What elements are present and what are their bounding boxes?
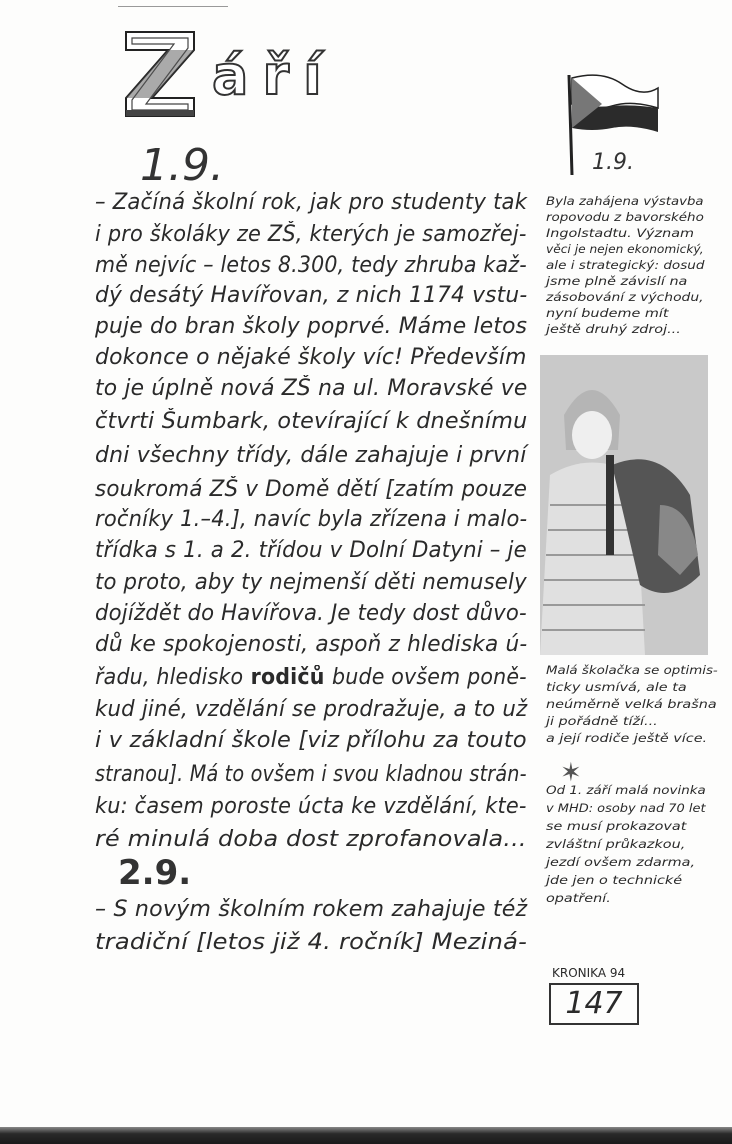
text-line: ročníky 1.–4.], navíc byla zřízena i malo- — [95, 507, 528, 532]
book-binding-edge — [0, 1127, 732, 1144]
text-line: Malá školačka se optimis- — [546, 663, 718, 677]
text-line: jsme plně závislí na — [546, 274, 688, 288]
text-line: – S novým školním rokem zahajuje též — [95, 897, 528, 922]
text-line: Od 1. září malá novinka — [546, 783, 706, 797]
text-line: ticky usmívá, ale ta — [546, 680, 687, 694]
text-line: a její rodiče ještě více. — [546, 731, 708, 745]
text-line: kud jiné, vzdělání se prodražuje, a to už — [95, 697, 528, 722]
text-line: ropovodu z bavorského — [546, 210, 704, 224]
text-line: opatření. — [546, 891, 611, 905]
title-initial-z-drawing — [122, 28, 198, 120]
text-line: ještě druhý zdroj... — [546, 322, 681, 336]
text-line: jde jen o technické — [546, 873, 683, 887]
text-line: i pro školáky ze ZŠ, kterých je samozřej- — [95, 222, 527, 247]
text-line: řadu, hledisko rodičů bude ovšem poně- — [95, 665, 527, 690]
page-edge-line — [118, 6, 228, 7]
text-line: Byla zahájena výstavba — [546, 194, 704, 208]
emphasized-word: rodičů — [243, 665, 332, 690]
text-line: i v základní škole [viz přílohu za touto — [95, 728, 527, 753]
text-line: dni všechny třídy, dále zahajuje i první — [95, 443, 527, 468]
entry-date-2-9: 2.9. — [118, 853, 192, 893]
text-line: ré minulá doba dost zprofanovala... — [95, 827, 527, 852]
text-line: dů ke spokojenosti, aspoň z hlediska ú- — [95, 632, 528, 657]
sidebar-date: 1.9. — [592, 150, 634, 175]
text-line-rest: bude ovšem poně- — [331, 665, 527, 690]
text-line: ku: časem poroste úcta ke vzdělání, kte- — [95, 794, 527, 819]
text-line: nyní budeme mít — [546, 306, 669, 320]
text-line: tradiční [letos již 4. ročník] Meziná- — [95, 930, 528, 955]
text-line: věci je nejen ekonomický, — [546, 242, 704, 256]
text-line: neúměrně velká brašna — [546, 697, 717, 711]
text-line: v MHD: osoby nad 70 let — [546, 801, 706, 815]
text-line: ji pořádně tíží... — [546, 714, 658, 728]
page-number: 147 — [549, 983, 639, 1025]
text-line: dokonce o nějaké školy víc! Především — [95, 345, 527, 370]
text-line: ale i strategický: dosud — [546, 258, 705, 272]
text-line: dý desátý Havířovan, z nich 1174 vstu- — [95, 283, 528, 308]
photo-schoolgirl-with-backpack — [540, 355, 708, 655]
text-line: se musí prokazovat — [546, 819, 687, 833]
text-line: zvláštní průkazkou, — [546, 837, 686, 851]
text-line: třídka s 1. a 2. třídou v Dolní Datyni – je — [95, 538, 527, 563]
text-line: zásobování z východu, — [546, 290, 704, 304]
text-line: jezdí ovšem zdarma, — [546, 855, 696, 869]
text-line: to proto, aby ty nejmenší děti nemusely — [95, 570, 527, 595]
title-month: áří — [212, 44, 336, 107]
text-line: puje do bran školy poprvé. Máme letos — [95, 314, 528, 339]
text-line: to je úplně nová ZŠ na ul. Moravské ve — [95, 376, 528, 401]
text-line: stranou]. Má to ovšem i svou kladnou strán- — [95, 762, 527, 787]
text-line: – Začíná školní rok, jak pro studenty tak — [95, 190, 528, 215]
text-line: dojíždět do Havířova. Je tedy dost důvo- — [95, 601, 527, 626]
chronicle-label: KRONIKA 94 — [552, 966, 626, 980]
text-line: soukromá ZŠ v Domě dětí [zatím pouze — [95, 477, 528, 502]
entry-date-1-9: 1.9. — [140, 140, 224, 191]
text-line: Ingolstadtu. Význam — [546, 226, 695, 240]
text-line: mě nejvíc – letos 8.300, tedy zhruba kaž- — [95, 253, 527, 278]
separator-star-icon: ✶ — [560, 758, 582, 788]
text-line: čtvrti Šumbark, otevírající k dnešnímu — [95, 409, 528, 434]
